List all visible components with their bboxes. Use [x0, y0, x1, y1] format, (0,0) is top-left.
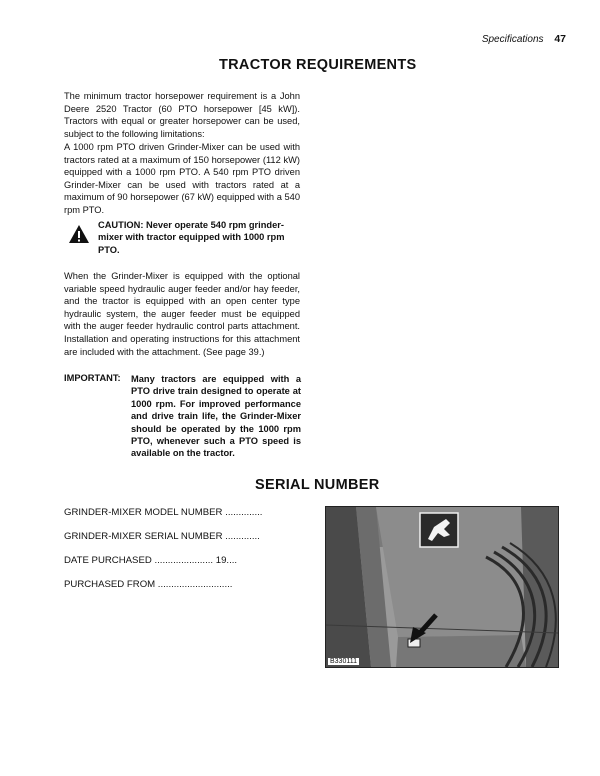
- serial-plate-photo: [325, 506, 559, 668]
- serial-number-heading: SERIAL NUMBER: [255, 477, 380, 493]
- date-purchased-field: DATE PURCHASED ...................... 19....: [64, 555, 238, 566]
- page-number: 47: [554, 33, 566, 45]
- paragraph-pto-limits: A 1000 rpm PTO driven Grinder-Mixer can be used with tractors rated at a maximum of 150 horsepower (112 kW) equipped with a 1000 rpm PTO. A 540 rpm PTO driven Grinder-Mixer can be used with tractors rated at a maximum of 90 horsepower (67 kW) equipped with a 540 rpm PTO.: [64, 142, 300, 215]
- caution-note: CAUTION: Never operate 540 rpm grinder-mixer with tractor equipped with 1000 rpm PTO.: [98, 220, 285, 255]
- purchased-from-field: PURCHASED FROM ............................: [64, 579, 233, 590]
- warning-triangle-icon: [68, 224, 90, 244]
- photo-code: B330111: [330, 658, 357, 665]
- page-header: [482, 33, 566, 45]
- important-label: IMPORTANT:: [64, 373, 121, 383]
- model-number-field: GRINDER-MIXER MODEL NUMBER ..............: [64, 507, 263, 518]
- serial-number-field: GRINDER-MIXER SERIAL NUMBER .............: [64, 531, 260, 542]
- section-name: Specifications: [481, 34, 544, 45]
- important-note: Many tractors are equipped with a PTO drive train designed to operate at 1000 rpm. For improved performance and drive train life, the Grinder-Mixer should be operated by the 1000 rpm PTO, whenever such a PTO speed is available on the tractor.: [131, 374, 301, 459]
- grinder-mixer-illustration: [326, 507, 558, 667]
- paragraph-minimum-horsepower: The minimum tractor horsepower requirement is a John Deere 2520 Tractor (60 PTO horsepower [45 kW]). Tractors with equal or greater horsepower can be used, subject to the following limitations:: [64, 91, 300, 139]
- tractor-requirements-heading: TRACTOR REQUIREMENTS: [219, 57, 417, 73]
- paragraph-auger-feeder: When the Grinder-Mixer is equipped with the optional variable speed hydraulic auger feeder and/or hay feeder, and the tractor is equipped with an open center type hydraulic system, the auger feeder must be equipped with the auger feeder hydraulic control parts attachment. Installation and operating instructions for this attachment are included with the attachment. (See page 39.): [64, 271, 300, 357]
